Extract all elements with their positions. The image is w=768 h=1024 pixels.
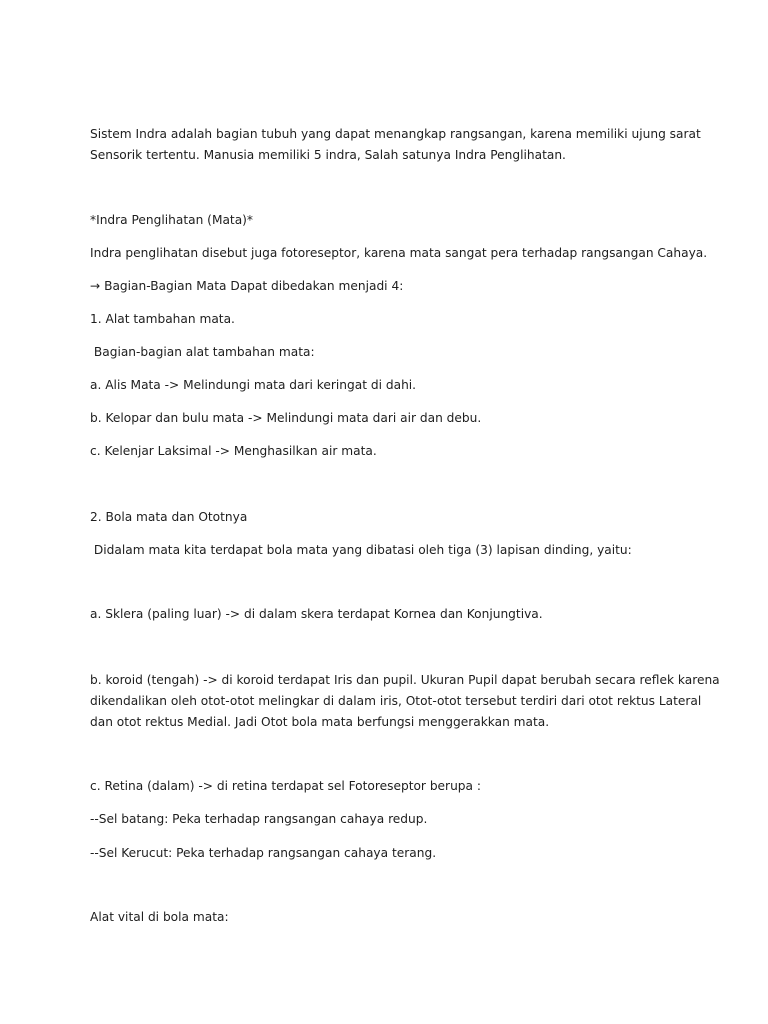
parts-intro: → Bagian-Bagian Mata Dapat dibedakan menjadi 4: — [90, 279, 404, 293]
section-heading: *Indra Penglihatan (Mata)* — [90, 213, 254, 227]
section-1-title: 1. Alat tambahan mata. — [90, 312, 235, 326]
list-item-paragraph-line-3: dan otot rektus Medial. Jadi Otot bola mata berfungsi menggerakkan mata. — [90, 715, 550, 729]
list-item: b. Kelopar dan bulu mata -> Melindungi mata dari air dan debu. — [90, 411, 482, 425]
list-item: a. Sklera (paling luar) -> di dalam skera terdapat Kornea dan Konjungtiva. — [90, 607, 543, 621]
vital-heading: Alat vital di bola mata: — [90, 910, 229, 924]
intro-text-line-2: Sensorik tertentu. Manusia memiliki 5 indra, Salah satunya Indra Penglihatan. — [90, 148, 566, 162]
list-item-paragraph-line-1: b. koroid (tengah) -> di koroid terdapat Iris dan pupil. Ukuran Pupil dapat berubah secara reflek karena — [90, 673, 720, 687]
sub-list-item: --Sel Kerucut: Peka terhadap rangsangan cahaya terang. — [90, 846, 437, 860]
list-item-paragraph-line-2: dikendalikan oleh otot-otot melingkar di dalam iris, Otot-otot tersebut terdiri dari otot rektus Lateral — [90, 694, 702, 708]
list-item: c. Kelenjar Laksimal -> Menghasilkan air mata. — [90, 444, 377, 458]
section-1-subtitle: Bagian-bagian alat tambahan mata: — [90, 345, 315, 359]
list-item: c. Retina (dalam) -> di retina terdapat sel Fotoreseptor berupa : — [90, 779, 481, 793]
intro-text-line-1: Sistem Indra adalah bagian tubuh yang dapat menangkap rangsangan, karena memiliki ujung sarat — [90, 127, 701, 141]
section-2-subtitle: Didalam mata kita terdapat bola mata yang dibatasi oleh tiga (3) lapisan dinding, yaitu: — [90, 543, 632, 557]
list-item: a. Alis Mata -> Melindungi mata dari keringat di dahi. — [90, 378, 417, 392]
definition-paragraph: Indra penglihatan disebut juga fotoreseptor, karena mata sangat pera terhadap rangsangan Cahaya. — [90, 246, 708, 260]
section-2-title: 2. Bola mata dan Ototnya — [90, 510, 248, 524]
sub-list-item: --Sel batang: Peka terhadap rangsangan cahaya redup. — [90, 812, 428, 826]
